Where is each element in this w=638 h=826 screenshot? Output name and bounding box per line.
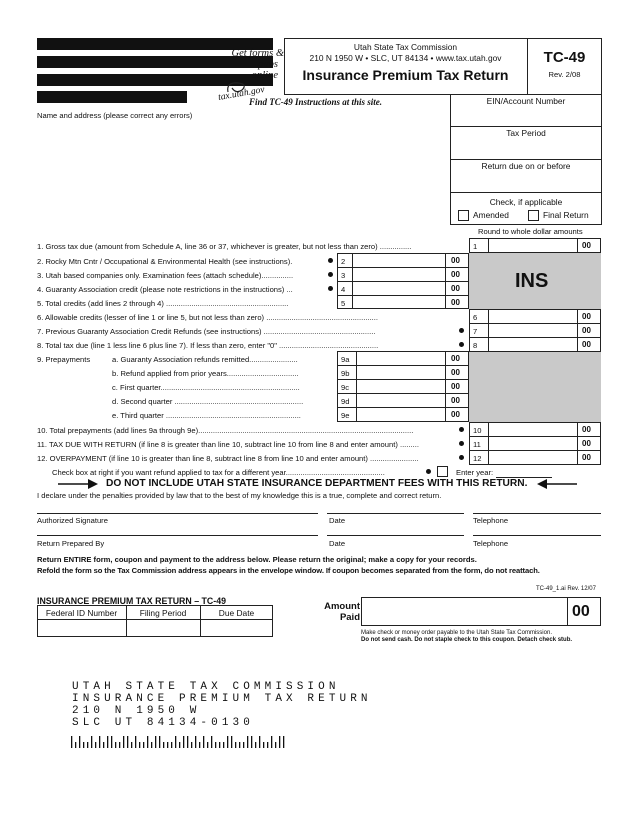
filing-period-header: Filing Period <box>139 608 187 618</box>
mid-line-2 <box>337 267 469 268</box>
line-7-label: 7. Previous Guaranty Association Credit Refunds (see instructions) ..................................................... <box>37 327 376 336</box>
line-9d-num: 9d <box>341 397 350 406</box>
line-12-bullet-icon <box>459 455 464 460</box>
line-11-label: 11. TAX DUE WITH RETURN (if line 8 is greater than line 10, subtract line 10 from line 8 and enter amount) ......... <box>37 440 419 449</box>
line-10-label: 10. Total prepayments (add lines 9a through 9e)...................................................................................................... <box>37 426 414 435</box>
rp-line-1 <box>450 126 602 127</box>
mail-line-4: SLC UT 84134-0130 <box>72 717 254 729</box>
rp-line-2 <box>450 159 602 160</box>
header-divider <box>527 38 528 95</box>
final-return-checkbox[interactable] <box>528 210 539 221</box>
due-date-cell[interactable] <box>201 620 272 636</box>
amount-label-1: Amount <box>324 601 360 612</box>
line-9b-num: 9b <box>341 369 350 378</box>
line-4-label: 4. Guaranty Association credit (please note restrictions in the instructions) ... <box>37 285 293 294</box>
logo-line-2: pubs <box>258 59 278 70</box>
name-address-label: Name and address (please correct any errors) <box>37 111 193 120</box>
line-7-num: 7 <box>473 327 478 336</box>
line-9b-cents: 00 <box>451 368 460 377</box>
mid-line-3 <box>337 281 469 282</box>
line-9d-label: d. Second quarter ............................................................. <box>112 397 304 406</box>
preparer-date-field[interactable] <box>327 535 464 536</box>
line-8-num: 8 <box>473 341 478 350</box>
line-6-cents: 00 <box>582 312 591 321</box>
line-9a-num: 9a <box>341 355 350 364</box>
payment-note-1: Make check or money order payable to the Utah State Tax Commission. <box>361 630 552 636</box>
line-10-num: 10 <box>473 426 482 435</box>
return-instructions-1: Return ENTIRE form, coupon and payment to the address below. Please return the original; make a copy for your records. <box>37 555 477 564</box>
right-arrow-icon <box>537 478 577 490</box>
amended-checkbox[interactable] <box>458 210 469 221</box>
redaction-bar-4 <box>37 91 187 103</box>
federal-id-header: Federal ID Number <box>45 608 118 618</box>
postal-barcode <box>71 736 285 748</box>
line-9c-num: 9c <box>341 383 350 392</box>
telephone-label-2: Telephone <box>473 539 509 548</box>
payment-note-2: Do not send cash. Do not staple check to this coupon. Detach check stub. <box>361 637 573 643</box>
refund-bullet-icon <box>426 469 431 474</box>
amount-paid-field[interactable] <box>361 597 601 626</box>
mid-sep-b <box>445 253 446 309</box>
form-revision: Rev. 2/08 <box>548 70 581 79</box>
coupon-title: INSURANCE PREMIUM TAX RETURN – TC-49 <box>37 596 226 606</box>
enter-year-label: Enter year: <box>456 468 494 477</box>
round-note: Round to whole dollar amounts <box>478 227 583 236</box>
federal-id-cell[interactable] <box>38 620 125 636</box>
warning-text: DO NOT INCLUDE UTAH STATE INSURANCE DEPARTMENT FEES WITH THIS RETURN. <box>106 478 528 489</box>
logo-url: tax.utah.gov <box>217 85 266 104</box>
line-2-num: 2 <box>341 257 346 266</box>
ein-field[interactable] <box>451 107 601 125</box>
telephone-label-1: Telephone <box>473 516 509 525</box>
prepared-by-label: Return Prepared By <box>37 539 105 548</box>
line-3-num: 3 <box>341 271 346 280</box>
line-6-label: 6. Allowable credits (lesser of line 1 or line 5, but not less than zero) ..................................................... <box>37 313 379 322</box>
line-8-bullet-icon <box>459 342 464 347</box>
date-label-1: Date <box>329 516 346 525</box>
line-11-cents: 00 <box>582 439 591 448</box>
tax-period-label: Tax Period <box>506 128 546 138</box>
line-9c-label: c. First quarter.................................................................. <box>112 383 300 392</box>
line-12-label: 12. OVERPAYMENT (if line 10 is greater than line 8, subtract line 8 from line 10 and enter amount) ....................... <box>37 454 419 463</box>
mid9-sep-b <box>445 351 446 422</box>
preparer-telephone-field[interactable] <box>473 535 601 536</box>
rp-line-3 <box>450 192 602 193</box>
mail-line-1: UTAH STATE TAX COMMISSION <box>72 681 340 693</box>
line-6-num: 6 <box>473 313 478 322</box>
line-9d-cents: 00 <box>451 396 460 405</box>
line-9-label: 9. Prepayments <box>37 355 91 364</box>
amount-cents: 00 <box>572 603 590 620</box>
line-9b-label: b. Refund applied from prior years.................................. <box>112 369 299 378</box>
line-5-label: 5. Total credits (add lines 2 through 4) .......................................................... <box>37 299 289 308</box>
ein-label: EIN/Account Number <box>486 96 566 106</box>
line-1-label: 1. Gross tax due (amount from Schedule A, line 36 or 37, whichever is greater, but not less than zero) ............... <box>37 242 412 251</box>
amended-label: Amended <box>473 210 509 220</box>
preparer-field[interactable] <box>37 535 318 536</box>
logo-line-1: Get forms & <box>231 48 284 59</box>
signature-telephone-field[interactable] <box>473 513 601 514</box>
authorized-signature-label: Authorized Signature <box>37 516 108 525</box>
line-7-bullet-icon <box>459 328 464 333</box>
line-9e-label: e. Third quarter ................................................................ <box>112 411 301 420</box>
line-3-bullet-icon <box>328 272 333 277</box>
mail-line-2: INSURANCE PREMIUM TAX RETURN <box>72 693 372 705</box>
line-9c-cents: 00 <box>451 382 460 391</box>
line-1-cents: 00 <box>582 241 591 250</box>
amount-cents-sep <box>567 597 568 626</box>
line-7-cents: 00 <box>582 326 591 335</box>
due-date-header: Due Date <box>218 608 255 618</box>
right2-sep-a <box>488 422 489 465</box>
line-8-label: 8. Total tax due (line 1 less line 6 plus line 7). If less than zero, enter "0" ............................................... <box>37 341 379 350</box>
amount-label-2: Paid <box>339 612 360 623</box>
line-2-bullet-icon <box>328 258 333 263</box>
line-12-num: 12 <box>473 454 482 463</box>
instructions-note: Find TC-49 Instructions at this site. <box>249 97 383 107</box>
gray-area-9 <box>469 352 601 422</box>
line-3-cents: 00 <box>451 270 460 279</box>
ins-stamp: INS <box>515 270 549 292</box>
mid9-sep-a <box>356 351 357 422</box>
refund-checkbox-note: Check box at right if you want refund applied to tax for a different year............................................... <box>52 468 385 477</box>
line-4-bullet-icon <box>328 286 333 291</box>
due-label: Return due on or before <box>481 161 571 171</box>
line-8-cents: 00 <box>582 340 591 349</box>
mid-line-4 <box>337 295 469 296</box>
mail-line-3: 210 N 1950 W <box>72 705 201 717</box>
agency-address: 210 N 1950 W • SLC, UT 84134 • www.tax.utah.gov <box>309 53 502 63</box>
date-label-2: Date <box>329 539 346 548</box>
refund-year-checkbox[interactable] <box>437 466 448 477</box>
right-sep-a <box>488 309 489 352</box>
line-2-cents: 00 <box>451 256 460 265</box>
line-11-num: 11 <box>473 440 481 449</box>
line-1-sep2 <box>577 238 578 253</box>
coupon-file-id: TC-49_1.ai Rev. 12/07 <box>536 586 596 592</box>
line-5-cents: 00 <box>451 298 460 307</box>
line-9e-num: 9e <box>341 411 350 420</box>
final-return-label: Final Return <box>543 210 589 220</box>
filing-period-cell[interactable] <box>127 620 199 636</box>
check-label: Check, if applicable <box>489 197 563 207</box>
form-number: TC-49 <box>543 49 586 66</box>
line-5-num: 5 <box>341 299 346 308</box>
right2-sep-b <box>577 422 578 465</box>
line-4-cents: 00 <box>451 284 460 293</box>
line-4-num: 4 <box>341 285 346 294</box>
line-9a-label: a. Guaranty Association refunds remitted....................... <box>112 355 298 364</box>
line-3-label: 3. Utah based companies only. Examination fees (attach schedule)............... <box>37 271 294 280</box>
logo-line-3: online <box>251 70 278 81</box>
right-sep-b <box>577 309 578 352</box>
signature-date-field[interactable] <box>327 513 464 514</box>
line-10-bullet-icon <box>459 427 464 432</box>
mid-sep-a <box>352 253 353 309</box>
line-1-num: 1 <box>473 242 478 251</box>
declaration: I declare under the penalties provided by law that to the best of my knowledge this is a true, complete and correct return. <box>37 491 442 500</box>
form-title: Insurance Premium Tax Return <box>302 67 509 83</box>
line-9a-cents: 00 <box>451 354 460 363</box>
line-10-cents: 00 <box>582 425 591 434</box>
line-12-cents: 00 <box>582 453 591 462</box>
line-9e-cents: 00 <box>451 410 460 419</box>
line-2-label: 2. Rocky Mtn Cntr / Occupational & Environmental Health (see instructions). <box>37 257 293 266</box>
line-1-sep <box>488 238 489 253</box>
left-arrow-icon <box>58 478 98 490</box>
agency-name: Utah State Tax Commission <box>353 42 458 52</box>
authorized-signature-field[interactable] <box>37 513 318 514</box>
return-instructions-2: Refold the form so the Tax Commission address appears in the envelope window. If coupon becomes separated from the form, do not reattach. <box>37 566 540 575</box>
line-11-bullet-icon <box>459 441 464 446</box>
